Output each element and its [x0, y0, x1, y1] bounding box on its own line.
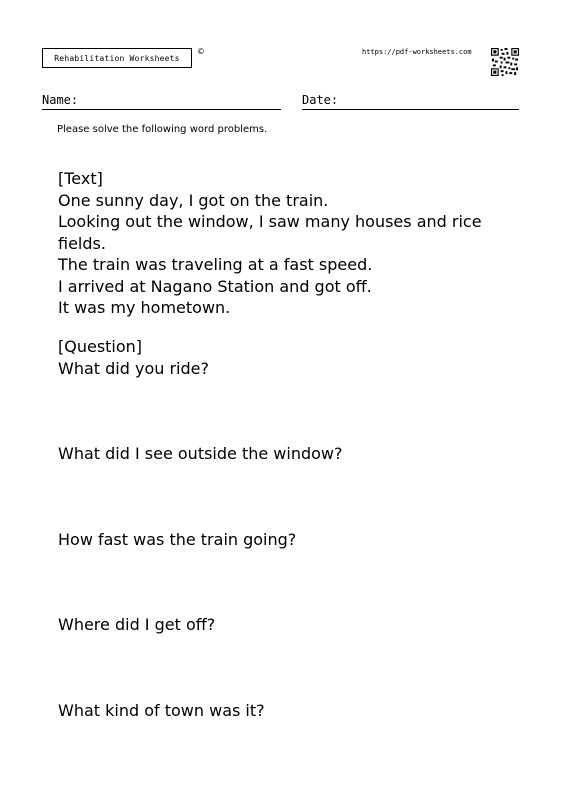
- text-line: Looking out the window, I saw many houses and rice fields.: [58, 212, 482, 253]
- text-line: One sunny day, I got on the train.: [58, 190, 329, 210]
- text-line: It was my hometown.: [58, 298, 231, 317]
- worksheet-title-box: [42, 48, 192, 68]
- qr-code-icon: [491, 48, 519, 76]
- text-line: The train was traveling at a fast speed.: [58, 255, 373, 274]
- text-heading: [Text]: [58, 169, 103, 188]
- question-4: Where did I get off?: [58, 615, 216, 634]
- text-line: I arrived at Nagano Station and got off.: [58, 276, 372, 296]
- question-2: What did I see outside the window?: [58, 444, 343, 463]
- name-field[interactable]: [42, 92, 281, 110]
- question-3: How fast was the train going?: [58, 530, 297, 549]
- question-5: What kind of town was it?: [58, 701, 265, 720]
- copyright-mark: ©: [197, 47, 205, 56]
- question-heading: [Question]: [58, 337, 143, 356]
- date-field[interactable]: [302, 92, 519, 110]
- text-passage: [58, 168, 528, 319]
- question-1: What did you ride?: [58, 359, 209, 378]
- site-url-link[interactable]: https://pdf-worksheets.com: [362, 48, 472, 56]
- date-label: Date:: [302, 93, 339, 107]
- name-label: Name:: [42, 93, 79, 107]
- instructions: Please solve the following word problems.: [57, 124, 268, 135]
- worksheet-title: Rehabilitation Worksheets: [54, 54, 180, 63]
